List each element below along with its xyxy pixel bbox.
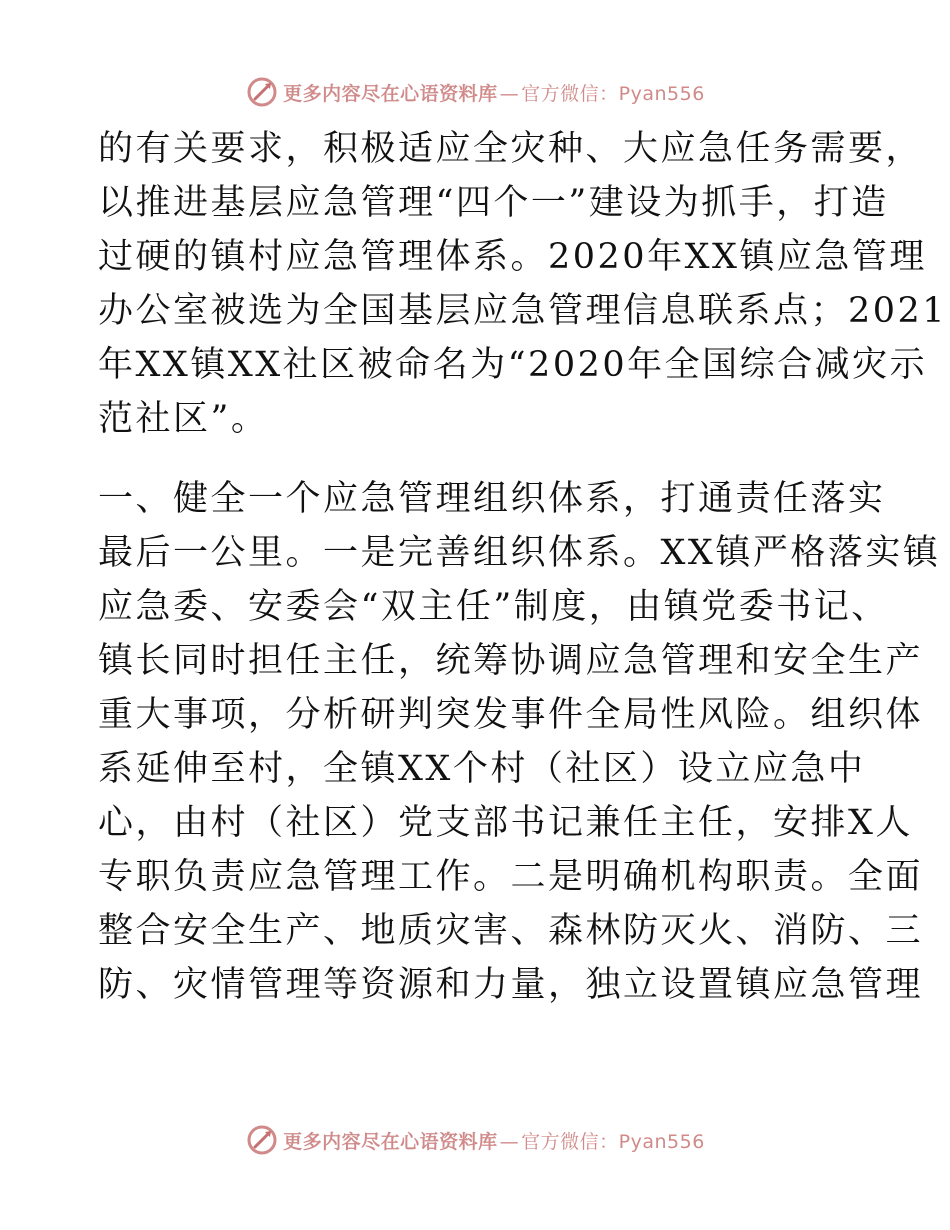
text-line: 以推进基层应急管理“四个一”建设为抓手，打造 xyxy=(98,183,889,223)
text-line: 系延伸至村，全镇XX个村（社区）设立应急中 xyxy=(98,749,866,789)
text-line: 应急委、安委会“双主任”制度，由镇党委书记、 xyxy=(98,587,889,627)
footer-watermark-contact: 官方微信：Pyan556 xyxy=(521,1130,705,1153)
paragraph-gap xyxy=(98,446,858,472)
brand-logo-icon xyxy=(245,1123,279,1157)
paragraph xyxy=(98,472,941,1012)
text-line: 最后一公里。一是完善组织体系。XX镇严格落实镇 xyxy=(98,533,941,573)
text-line: 防、灾情管理等资源和力量，独立设置镇应急管理 xyxy=(98,965,924,1005)
text-line: 专职负责应急管理工作。二是明确机构职责。全面 xyxy=(98,857,924,897)
text-line: 重大事项，分析研判突发事件全局性风险。组织体 xyxy=(98,695,924,735)
header-watermark-contact: 官方微信：Pyan556 xyxy=(521,82,705,105)
header-watermark-main: 更多内容尽在心语资料库 xyxy=(283,82,498,105)
text-line: 整合安全生产、地质灾害、森林防灭火、消防、三 xyxy=(98,911,924,951)
footer-watermark-text xyxy=(283,1127,705,1154)
text-line: 过硬的镇村应急管理体系。2020年XX镇应急管理 xyxy=(98,237,927,277)
text-line: 心，由村（社区）党支部书记兼任主任，安排X人 xyxy=(98,803,913,843)
footer-watermark-dash: — xyxy=(499,1130,520,1153)
brand-logo-icon xyxy=(245,75,279,109)
header-watermark-dash: — xyxy=(499,82,520,105)
text-line: 的有关要求，积极适应全灾种、大应急任务需要， xyxy=(98,129,924,169)
header-watermark-text xyxy=(283,79,705,106)
text-line: 办公室被选为全国基层应急管理信息联系点；2021 xyxy=(98,291,948,331)
document-body xyxy=(98,122,948,1012)
footer-watermark-main: 更多内容尽在心语资料库 xyxy=(283,1130,498,1153)
paragraph xyxy=(98,122,948,446)
text-line: 范社区”。 xyxy=(98,399,269,439)
header-watermark xyxy=(0,72,950,112)
footer-watermark xyxy=(0,1120,950,1160)
text-line: 年XX镇XX社区被命名为“2020年全国综合减灾示 xyxy=(98,345,928,385)
text-line: 镇长同时担任主任，统筹协调应急管理和安全生产 xyxy=(98,641,924,681)
text-line: 一、健全一个应急管理组织体系，打通责任落实 xyxy=(98,479,886,519)
